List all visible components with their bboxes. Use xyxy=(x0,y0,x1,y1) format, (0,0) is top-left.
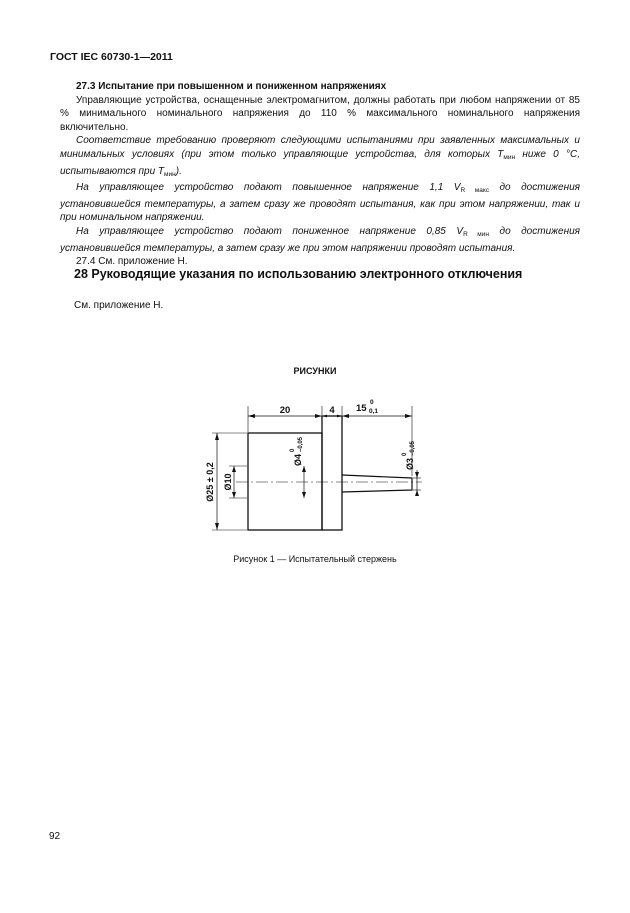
section-27-3-heading: 27.3 Испытание при повышенном и пониженном напряжениях xyxy=(76,81,387,92)
dim-diameter-3-lower-tol: –0,05 xyxy=(410,440,416,456)
dim-length-15-lower-tol: 0,1 xyxy=(369,408,379,415)
page-number: 92 xyxy=(49,831,61,842)
section-28-heading: 28 Руководящие указания по использованию электронного отключения xyxy=(74,267,523,281)
figure-1-caption: Рисунок 1 — Испытательный стержень xyxy=(233,554,397,564)
paragraph-27-4: 27.4 См. приложение Н. xyxy=(76,256,188,268)
dim-diameter-25: Ø25 ± 0,2 xyxy=(205,462,215,502)
probe-handle-outline xyxy=(248,433,322,530)
probe-tip-outline xyxy=(342,475,412,492)
dim-length-4: 4 xyxy=(329,405,335,416)
dim-length-15-upper-tol: 0 xyxy=(370,399,374,406)
dim-diameter-3-upper-tol: 0 xyxy=(402,452,408,456)
dim-length-15: 15 xyxy=(356,403,367,414)
paragraph-undervoltage: На управляющее устройство подают пониженное напряжение 0,85 $V_{R мин}$ до достижения установившейся температуры, а затем сразу же при этом напряжении проводят испытания. xyxy=(60,225,580,254)
dim-diameter-4: Ø4 xyxy=(293,453,303,466)
dim-diameter-4-lower-tol: –0,05 xyxy=(298,436,304,452)
section-28-text: См. приложение Н. xyxy=(74,300,164,311)
paragraph-compliance: Соответствие требованию проверяют следующими испытаниями при заявленных максимальных и минимальных условиях (при этом только управляющие устройства, для которых $T_{мин}$ ниже 0 °C, испытываются при $T_{мин}$). xyxy=(60,135,580,178)
paragraph-overvoltage: На управляющее устройство подают повышенное напряжение 1,1 $V_{R макс}$ до достижения установившейся температуры, а затем сразу же проводят испытания, как при этом напряжении, так и при номинальном напряжении. xyxy=(60,182,580,224)
dim-length-20: 20 xyxy=(279,405,291,416)
dim-diameter-10: Ø10 xyxy=(223,473,233,491)
dim-diameter-4-upper-tol: 0 xyxy=(290,448,296,452)
figures-heading: РИСУНКИ xyxy=(293,366,337,376)
dim-diameter-3: Ø3 xyxy=(405,457,415,470)
document-code-header: ГОСТ IEC 60730-1—2011 xyxy=(50,51,173,63)
probe-collar-outline xyxy=(322,416,342,530)
paragraph-requirement: Управляющие устройства, оснащенные электромагнитом, должны работать при любом напряжении от 85 % минимального номинального напряжения до 110 % максимального номинального напряжения включительно. xyxy=(60,94,580,133)
